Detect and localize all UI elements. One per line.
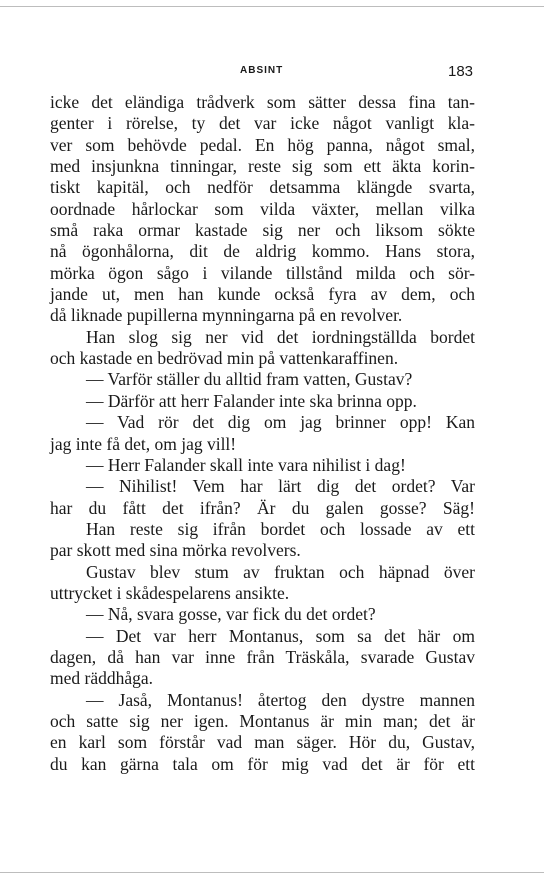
text-line: Gustav blev stum av fruktan och häpnad över (86, 561, 475, 582)
text-line: oordnade hårlockar som vilda växter, mellan vilka (50, 198, 475, 219)
text-line: Han slog sig ner vid det iordningställda bordet (86, 326, 475, 347)
running-title: ABSINT (240, 65, 284, 76)
text-line: — Vad rör det dig om jag brinner opp! Kan (86, 412, 475, 433)
page-number: 183 (448, 63, 474, 80)
text-line: jande ut, men han kunde också fyra av dem, och (50, 284, 475, 305)
running-header (0, 63, 544, 81)
text-line: icke det eländiga trådverk som sätter dessa fina tan- (50, 92, 475, 112)
text-line: en karl som förstår vad man säger. Hör du, Gustav, (50, 732, 475, 753)
body-text (50, 92, 475, 775)
text-line: har du fått det ifrån? Är du galen gosse? Säg! (50, 497, 475, 518)
text-line: par skott med sina mörka revolvers. (50, 540, 301, 561)
text-line: jag inte få det, om jag vill! (50, 433, 237, 454)
text-line: och kastade en bedrövad min på vattenkaraffinen. (50, 348, 399, 369)
text-line: du kan gärna tala om för mig vad det är för ett (50, 753, 475, 774)
text-line: nå ögonhålorna, dit de aldrig kommo. Hans stora, (50, 241, 475, 262)
text-line: små raka ormar kastade sig ner och liksom sökte (50, 220, 475, 241)
text-line: — Det var herr Montanus, som sa det här om (86, 625, 475, 646)
text-line: — Varför ställer du alltid fram vatten, Gustav? (86, 369, 413, 390)
text-line: Han reste sig ifrån bordet och lossade av ett (86, 518, 475, 539)
text-line: med räddhåga. (50, 668, 154, 689)
text-line: — Nå, svara gosse, var fick du det ordet? (86, 604, 376, 625)
text-line: — Nihilist! Vem har lärt dig det ordet? Var (86, 476, 475, 497)
text-line: — Jaså, Montanus! återtog den dystre mannen (86, 689, 475, 710)
text-line: uttrycket i skådespelarens ansikte. (50, 582, 290, 603)
text-line: dagen, då han var inne från Träskåla, svarade Gustav (50, 646, 475, 667)
text-line: — Herr Falander skall inte vara nihilist i dag! (86, 454, 406, 475)
text-line: ver som behövde pedal. En hög panna, något smal, (50, 134, 475, 155)
scan-top-edge (0, 6, 544, 7)
text-line: tiskt kapitäl, och nedför detsamma klängde svarta, (50, 177, 475, 198)
text-line: med insjunkna tinningar, reste sig som ett äkta korin- (50, 156, 475, 177)
text-line: — Därför att herr Falander inte ska brinna opp. (86, 390, 417, 411)
text-line: mörka ögon sågo i vilande tillstånd milda och sör- (50, 262, 475, 283)
text-line: genter i rörelse, ty det var icke något vanligt kla- (50, 113, 475, 134)
scan-bottom-edge (0, 872, 544, 873)
text-line: och satte sig ner igen. Montanus är min man; det är (50, 710, 475, 731)
text-line: då liknade pupillerna mynningarna på en revolver. (50, 305, 403, 326)
